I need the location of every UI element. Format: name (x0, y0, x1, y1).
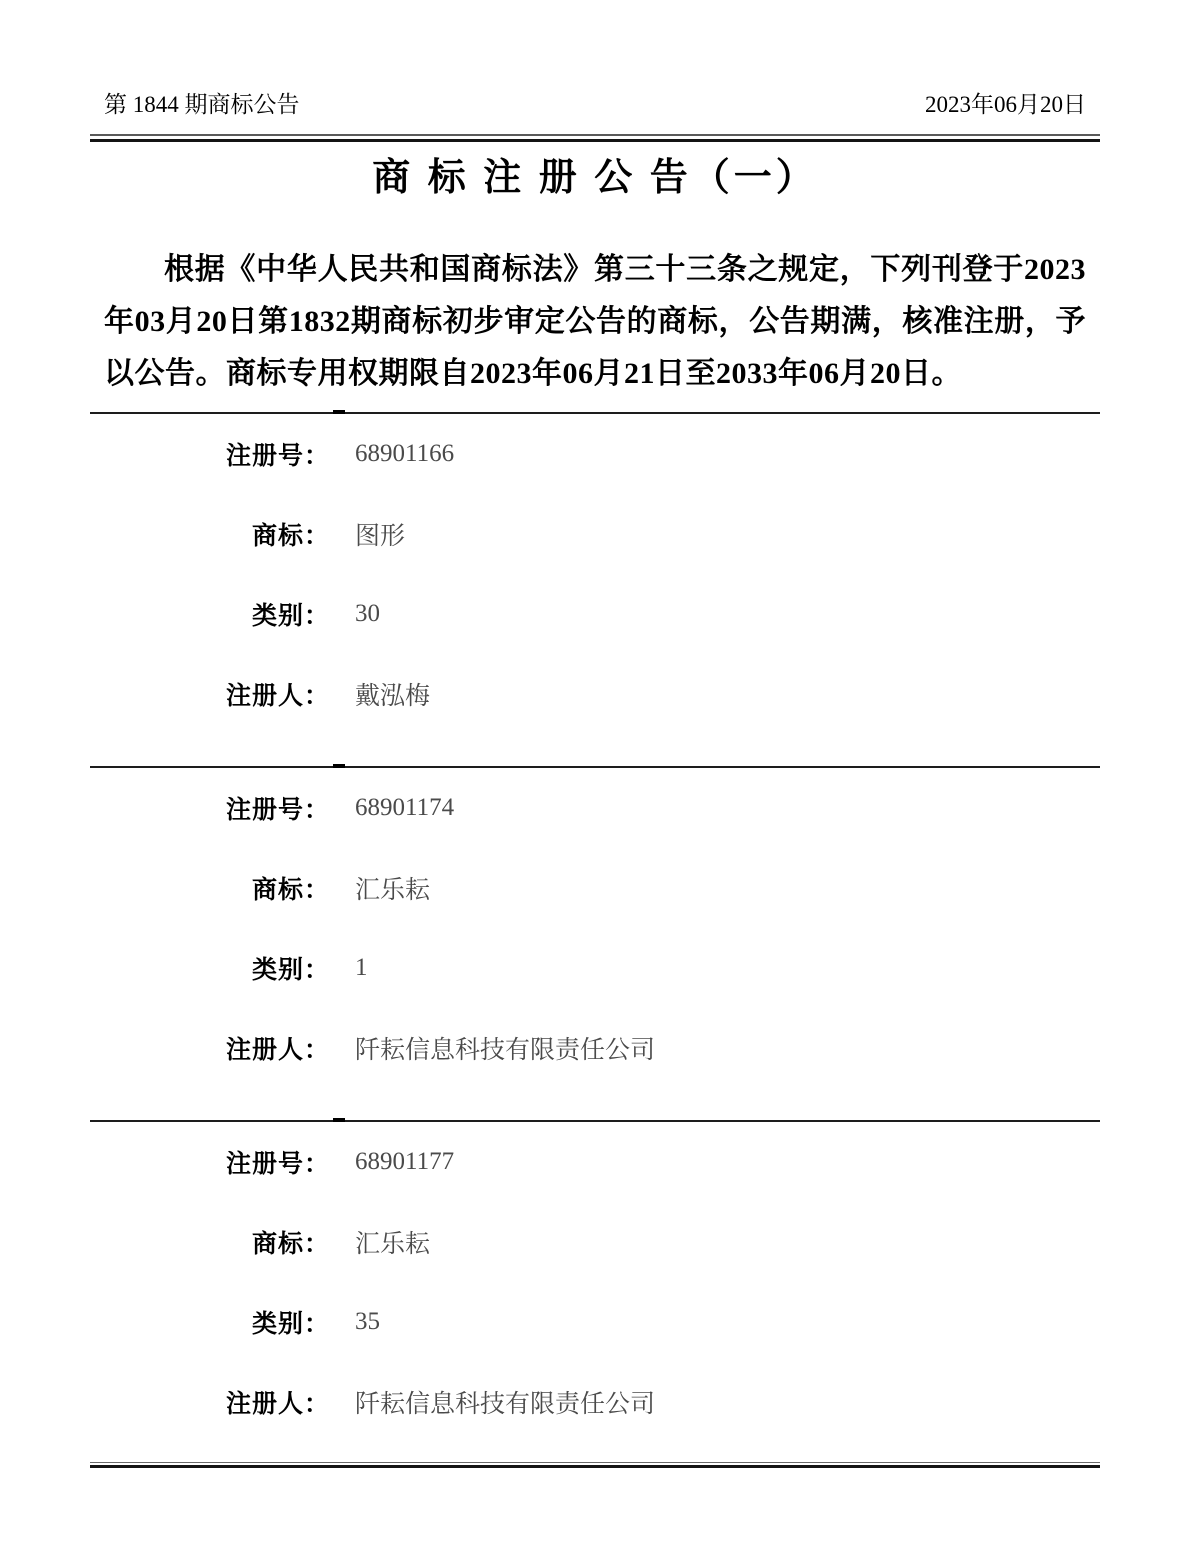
field-row-category (90, 574, 1100, 654)
field-label-reg-no: 注册号： (225, 797, 330, 824)
header-date: 2023年06月20日 (925, 92, 1086, 117)
trademark-record (90, 1122, 1100, 1462)
field-value-trademark: 图形 (355, 523, 406, 550)
field-label-category: 类别： (251, 1311, 330, 1338)
field-label-trademark: 商标： (251, 877, 330, 904)
field-label-registrant: 注册人： (225, 1391, 330, 1418)
field-row-trademark (90, 494, 1100, 574)
field-label-category: 类别： (251, 957, 330, 984)
page-content (90, 88, 1100, 1468)
record-separator (90, 1120, 1100, 1122)
field-row-category (90, 1282, 1100, 1362)
header-rule (90, 134, 1100, 142)
field-label-reg-no: 注册号： (225, 1151, 330, 1178)
field-label-registrant: 注册人： (225, 683, 330, 710)
field-value-reg-no: 68901177 (355, 1148, 455, 1175)
field-row-registrant (90, 1008, 1100, 1088)
field-row-registrant (90, 1362, 1100, 1442)
field-value-registrant: 阡耘信息科技有限责任公司 (355, 1391, 656, 1418)
page-title: 商 标 注 册 公 告（一） (372, 157, 818, 199)
field-label-category: 类别： (251, 603, 330, 630)
field-row-reg-no (90, 1122, 1100, 1202)
record-separator (90, 412, 1100, 414)
bottom-rule (90, 1462, 1100, 1468)
field-value-trademark: 汇乐耘 (355, 877, 431, 904)
field-value-category: 35 (355, 1308, 380, 1335)
field-value-reg-no: 68901174 (355, 794, 455, 821)
field-row-trademark (90, 848, 1100, 928)
field-row-category (90, 928, 1100, 1008)
field-value-category: 30 (355, 600, 380, 627)
field-value-registrant: 戴泓梅 (355, 683, 431, 710)
field-label-trademark: 商标： (251, 523, 330, 550)
field-row-trademark (90, 1202, 1100, 1282)
header-issue-label: 第 1844 期商标公告 (104, 92, 300, 117)
field-label-reg-no: 注册号： (225, 443, 330, 470)
field-value-reg-no: 68901166 (355, 440, 455, 467)
trademark-record (90, 768, 1100, 1120)
field-row-reg-no (90, 768, 1100, 848)
field-value-category: 1 (355, 954, 368, 981)
field-label-registrant: 注册人： (225, 1037, 330, 1064)
record-separator (90, 766, 1100, 768)
field-label-trademark: 商标： (251, 1231, 330, 1258)
intro-paragraph: 根据《中华人民共和国商标法》第三十三条之规定，下列刊登于2023年03月20日第1832期商标初步审定公告的商标，公告期满，核准注册，予以公告。商标专用权期限自2023年06月21日至2033年06月20日。 (104, 253, 1086, 390)
field-row-reg-no (90, 414, 1100, 494)
field-value-registrant: 阡耘信息科技有限责任公司 (355, 1037, 656, 1064)
field-row-registrant (90, 654, 1100, 734)
trademark-record (90, 414, 1100, 766)
field-value-trademark: 汇乐耘 (355, 1231, 431, 1258)
page-header (90, 88, 1100, 122)
